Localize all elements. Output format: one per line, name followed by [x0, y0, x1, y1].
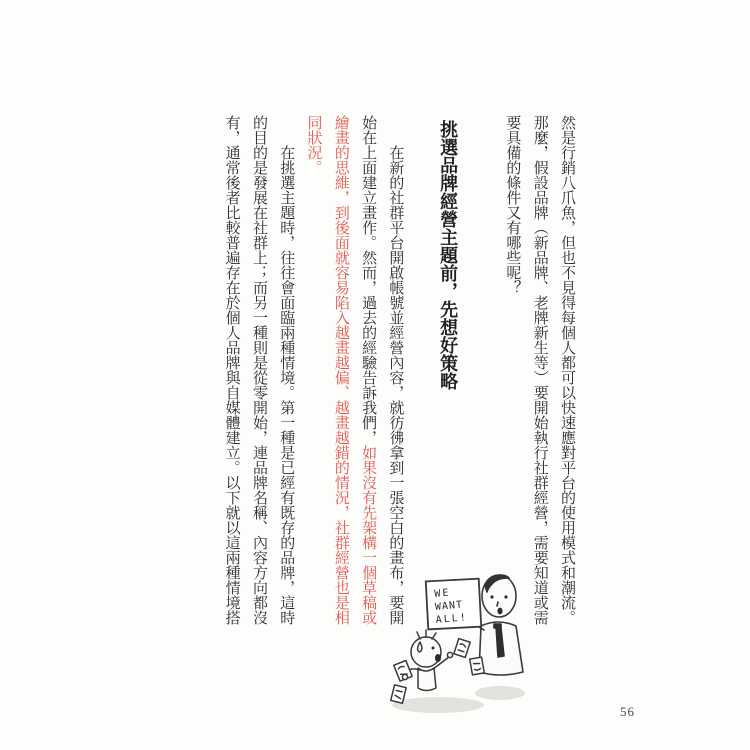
- boss-tie-knot: [494, 624, 501, 628]
- worker-eye: [432, 647, 435, 650]
- shadow-shape: [475, 686, 525, 700]
- worker-body: [418, 668, 436, 691]
- sign-text-line: WANT: [434, 599, 464, 613]
- paragraph-text: 在新的社群平台開啟帳號並經營內容，就彷彿拿到一張空白的畫布，要開始在上面建立畫作。然而，過去的經驗告訴我們，: [360, 115, 404, 625]
- shadow-shape: [392, 697, 484, 713]
- stressed-worker-figure: [391, 630, 485, 703]
- boss-eye: [490, 595, 493, 598]
- sign-text-line: ALL!: [435, 612, 469, 626]
- demand-sign: [426, 579, 481, 630]
- paragraph-text-highlighted-red: 如果沒有先架構一個草稿或繪畫的思維，到後面就容易陷入越畫越偏、越畫越錯的情況，社群經營也是相同狀況。: [305, 115, 377, 625]
- card-face: [470, 657, 485, 675]
- boss-eye: [504, 595, 507, 598]
- worker-hair-spike: [417, 632, 420, 639]
- worker-head: [411, 637, 441, 667]
- paragraph-two-situations: 在挑選主題時，往往會面臨兩種情境。第一種是已經有既存的品牌，這時的目的是發展在社群上；而另一種則是從零開始，連品牌名稱、內容方向都沒有，通常後者比較普遍存在於個人品牌與自媒體建立。以下就以這兩種情境搭: [223, 115, 295, 625]
- boss-mouth: [497, 608, 502, 615]
- worker-hand: [402, 674, 407, 679]
- worker-mouth-open: [435, 654, 441, 662]
- sign-text-line: WE: [433, 587, 451, 600]
- worker-hair-spike: [432, 633, 436, 639]
- paragraph-question: 那麼，假設品牌（新品牌、老牌新生等）要開始執行社群經營，需要知道或需要具備的條件又有哪些呢？: [504, 115, 548, 625]
- card-face: [454, 639, 470, 658]
- boss-nose: [497, 602, 498, 606]
- card: [470, 657, 485, 675]
- illustration-boss-demands-cartoon: [380, 544, 530, 720]
- card: [454, 639, 470, 658]
- paragraph-continuation: 然是行銷八爪魚，但也不見得每個人都可以快速應對平台的使用模式和潮流。: [559, 115, 575, 625]
- page-number: 56: [620, 704, 635, 719]
- section-heading: 挑選品牌經營主題前，先想好策略: [438, 120, 459, 390]
- worker-hand: [447, 652, 452, 657]
